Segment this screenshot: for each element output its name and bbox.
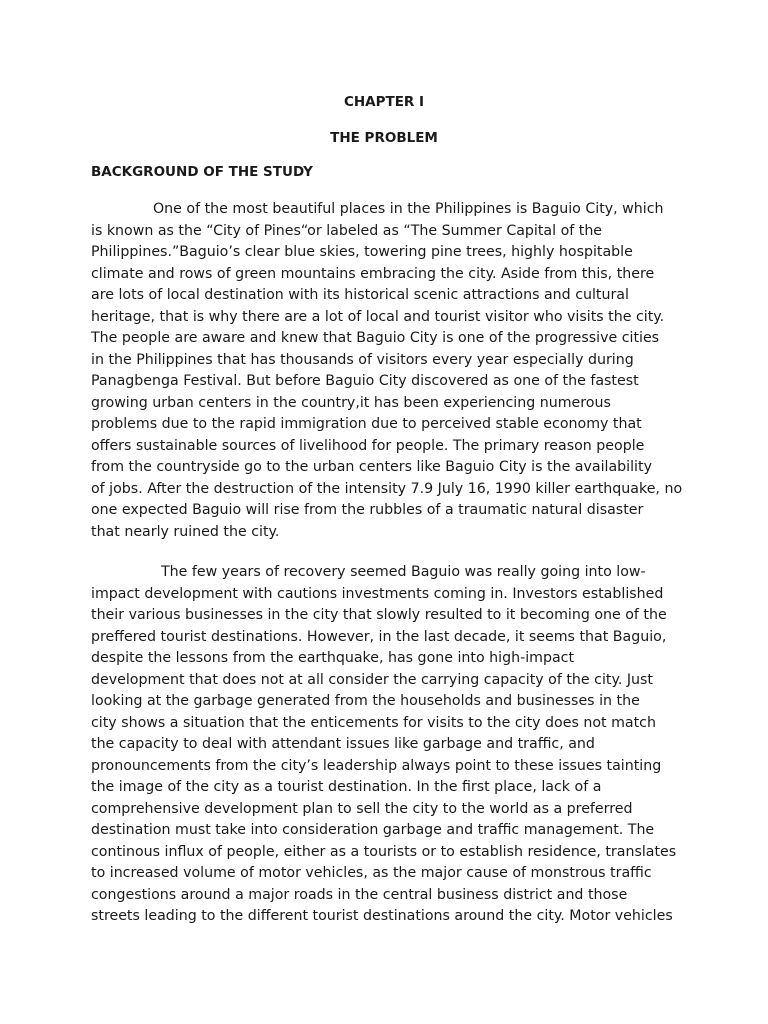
- paragraph-line: One of the most beautiful places in the Philippines is Baguio City, which: [153, 201, 664, 217]
- paragraph-line: Panagbenga Festival. But before Baguio City discovered as one of the fastest: [91, 373, 639, 389]
- paragraph-line: development that does not at all consider the carrying capacity of the city. Just: [91, 671, 653, 688]
- paragraph-line: pronouncements from the city’s leadership always point to these issues tainting: [91, 757, 662, 774]
- paragraph-line: one expected Baguio will rise from the rubbles of a traumatic natural disaster: [91, 502, 644, 518]
- paragraph-line: impact development with cautions investments coming in. Investors established: [91, 585, 664, 602]
- paragraph-line: looking at the garbage generated from the households and businesses in the: [91, 693, 640, 709]
- paragraph-line: is known as the “City of Pines“or labeled as “The Summer Capital of the: [91, 222, 603, 239]
- chapter-heading: CHAPTER I: [343, 94, 425, 110]
- paragraph-line: of jobs. After the destruction of the intensity 7.9 July 16, 1990 killer earthquake, no: [91, 480, 683, 497]
- paragraph-line: from the countryside go to the urban centers like Baguio City is the availability: [91, 459, 652, 475]
- paragraph-line: offers sustainable sources of livelihood for people. The primary reason people: [91, 437, 645, 454]
- paragraph-line: continous influx of people, either as a tourists or to establish residence, translates: [91, 843, 677, 860]
- paragraph-line: streets leading to the different tourist destinations around the city. Motor vehicles: [91, 908, 673, 924]
- paragraph-line: problems due to the rapid immigration due to perceived stable economy that: [91, 416, 642, 432]
- paragraph-line: their various businesses in the city that slowly resulted to it becoming one of the: [91, 607, 667, 623]
- paragraph-line: The people are aware and knew that Baguio City is one of the progressive cities: [91, 330, 660, 346]
- paragraph-line: to increased volume of motor vehicles, as the major cause of monstrous traffic: [91, 865, 652, 881]
- paragraph-2: [91, 562, 691, 928]
- paragraph-line: are lots of local destination with its historical scenic attractions and cultural: [91, 287, 629, 303]
- paragraph-line: comprehensive development plan to sell the city to the world as a preferred: [91, 800, 633, 817]
- paragraph-line: city shows a situation that the enticements for visits to the city does not match: [91, 714, 656, 731]
- paragraph-line: destination must take into consideration garbage and traffic management. The: [91, 822, 655, 838]
- section-heading: BACKGROUND OF THE STUDY: [91, 164, 313, 180]
- chapter-title: THE PROBLEM: [330, 130, 438, 146]
- paragraph-line: preffered tourist destinations. However, in the last decade, it seems that Baguio,: [91, 628, 667, 645]
- paragraph-line: heritage, that is why there are a lot of local and tourist visitor who visits the city.: [91, 308, 665, 325]
- paragraph-line: in the Philippines that has thousands of visitors every year especially during: [91, 351, 634, 368]
- paragraph-line: Philippines.”Baguio’s clear blue skies, towering pine trees, highly hospitable: [91, 244, 633, 260]
- paragraph-line: the capacity to deal with attendant issues like garbage and traffic, and: [91, 736, 595, 752]
- paragraph-line: the image of the city as a tourist destination. In the first place, lack of a: [91, 779, 602, 795]
- paragraph-line: climate and rows of green mountains embracing the city. Aside from this, there: [91, 265, 655, 282]
- paragraph-line: congestions around a major roads in the central business district and those: [91, 886, 628, 903]
- paragraph-line: The few years of recovery seemed Baguio was really going into low-: [161, 564, 646, 580]
- paragraph-line: that nearly ruined the city.: [91, 523, 280, 540]
- paragraph-line: despite the lessons from the earthquake, has gone into high-impact: [91, 650, 575, 666]
- paragraph-1: [91, 199, 691, 543]
- paragraph-line: growing urban centers in the country,it has been experiencing numerous: [91, 394, 611, 411]
